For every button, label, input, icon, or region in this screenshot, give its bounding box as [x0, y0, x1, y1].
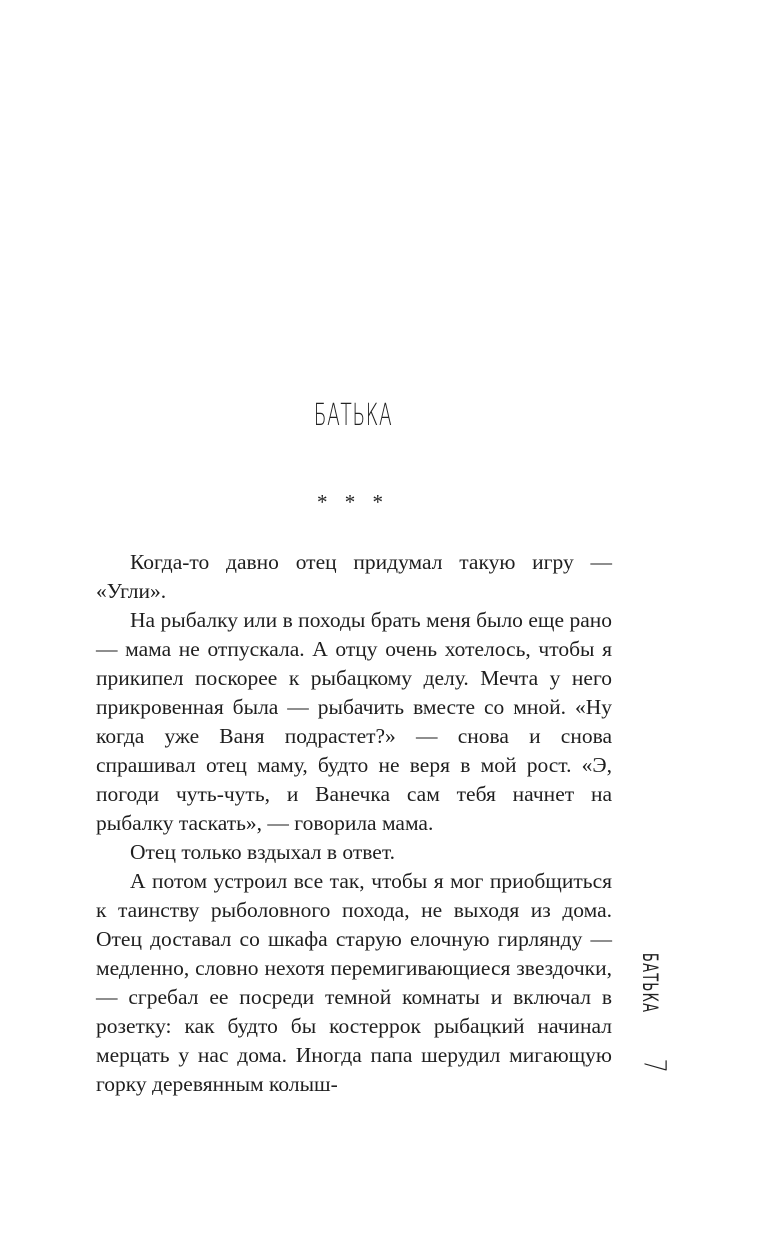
paragraph-4: А потом устроил все так, чтобы я мог приобщиться к таинству рыболовного похода, не выходя из дома. Отец доставал со шкафа старую елочную гирлянду — медленно, словно нехотя перемигивающиеся звездочки, — сгребал ее посреди темной комнаты и включал в розетку: как будто бы костеррок рыбацкий начинал мерцать у нас дома. Иногда папа шерудил мигающую горку деревянным колыш- — [96, 869, 612, 1096]
page-number — [636, 1050, 672, 1090]
chapter-title: БАТЬКА — [313, 398, 393, 433]
page-number-label: 7 — [636, 1058, 672, 1073]
running-head-label: БАТЬКА — [638, 952, 662, 1014]
paragraph-3: Отец только вздыхал в ответ. — [130, 840, 395, 864]
paragraph-1: Когда-то давно отец придумал такую игру — «Угли». — [96, 550, 612, 603]
paragraph-2: На рыбалку или в походы брать меня было еще рано — мама не отпускала. А отцу очень хотелось, чтобы я прикипел поскорее к рыбацкому делу. Мечта у него прикровенная была — рыбачить вместе со мной. «Ну когда уже Ваня подрастет?» — снова и снова спрашивал отец маму, будто не веря в мой рост. «Э, погоди чуть-чуть, и Ванечка сам тебя начнет на рыбалку таскать», — говорила мама. — [96, 608, 612, 835]
body-text — [96, 548, 612, 1099]
section-separator: * * * — [317, 490, 389, 514]
